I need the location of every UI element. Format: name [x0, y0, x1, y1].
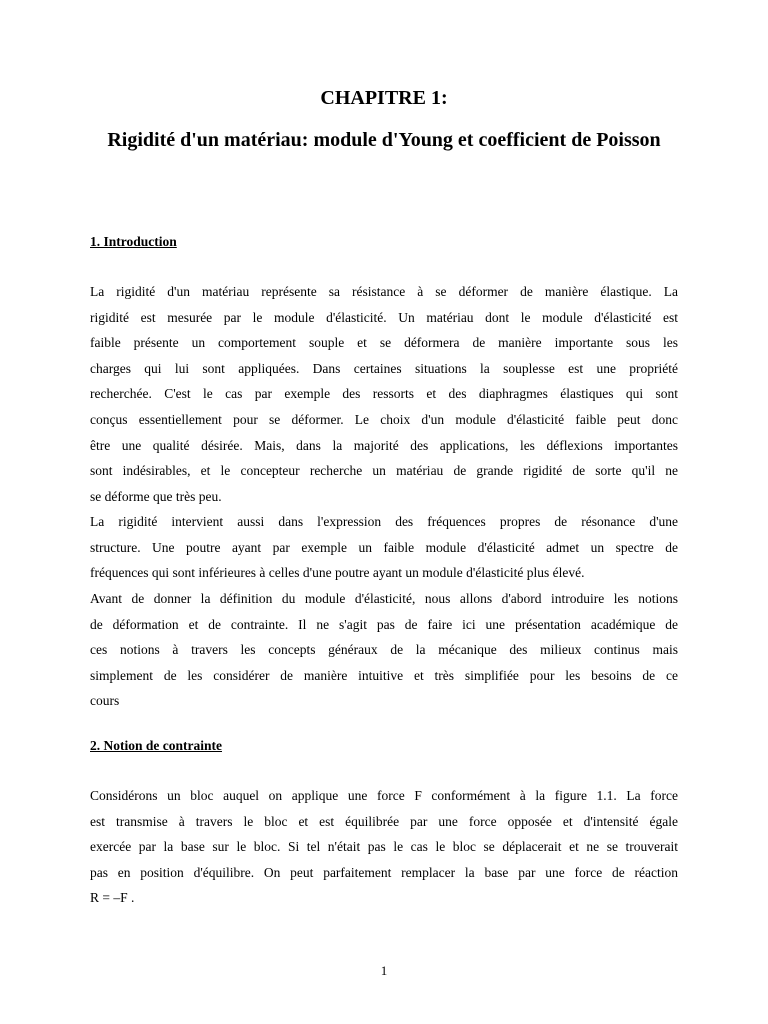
text-line: structure. Une poutre ayant par exemple un faible module d'élasticité admet un spectre de [90, 539, 678, 555]
text-line: cours [90, 693, 120, 709]
chapter-subtitle: Rigidité d'un matériau: module d'Young et coefficient de Poisson [107, 129, 661, 151]
chapter-title: CHAPITRE 1: [320, 87, 448, 109]
page-number: 1 [380, 963, 388, 978]
paragraph-introduction-1 [90, 279, 678, 509]
text-line: fréquences qui sont inférieures à celles d'une poutre ayant un module d'élasticité plus élevé. [90, 565, 585, 581]
text-line: pas en position d'équilibre. On peut parfaitement remplacer la base par une force de réaction [90, 864, 678, 880]
text-line: sont indésirables, et le concepteur recherche un matériau de grande rigidité de sorte qu'il ne [90, 463, 678, 479]
paragraph-introduction-3 [90, 586, 678, 714]
text-line: Considérons un bloc auquel on applique une force F conformément à la figure 1.1. La force [90, 788, 678, 803]
text-line: La rigidité intervient aussi dans l'expression des fréquences propres de résonance d'une [90, 514, 678, 529]
section-heading-notion-contrainte: 2. Notion de contrainte [90, 738, 222, 753]
text-line: charges qui lui sont appliquées. Dans certaines situations la souplesse est une propriété [90, 360, 678, 376]
text-line: rigidité est mesurée par le module d'élasticité. Un matériau dont le module d'élasticité est [90, 309, 678, 325]
text-line: est transmise à travers le bloc et est équilibrée par une force opposée et d'intensité égale [90, 813, 678, 829]
text-line: de déformation et de contrainte. Il ne s'agit pas de faire ici une présentation académique de [90, 616, 678, 632]
text-line: être une qualité désirée. Mais, dans la majorité des applications, les déflexions importantes [90, 437, 678, 453]
text-line: R = –F . [90, 890, 135, 906]
text-line: exercée par la base sur le bloc. Si tel n'était pas le cas le bloc se déplacerait et ne se trouverait [90, 839, 678, 855]
text-line: La rigidité d'un matériau représente sa résistance à se déformer de manière élastique. La [90, 284, 678, 299]
text-line: recherchée. C'est le cas par exemple des ressorts et des diaphragmes élastiques qui sont [90, 386, 678, 402]
section-heading-introduction: 1. Introduction [90, 234, 177, 249]
paragraph-introduction-2 [90, 509, 678, 586]
text-line: Avant de donner la définition du module d'élasticité, nous allons d'abord introduire les notions [90, 591, 678, 606]
text-line: conçus essentiellement pour se déformer. Le choix d'un module d'élasticité faible peut donc [90, 411, 678, 427]
paragraph-contrainte-1 [90, 783, 678, 911]
text-line: se déforme que très peu. [90, 488, 222, 504]
text-line: ces notions à travers les concepts généraux de la mécanique des milieux continus mais [90, 642, 678, 658]
text-line: faible présente un comportement souple et se déformera de manière importante sous les [90, 335, 678, 351]
text-line: simplement de les considérer de manière intuitive et très simplifiée pour les besoins de ce [90, 667, 678, 683]
